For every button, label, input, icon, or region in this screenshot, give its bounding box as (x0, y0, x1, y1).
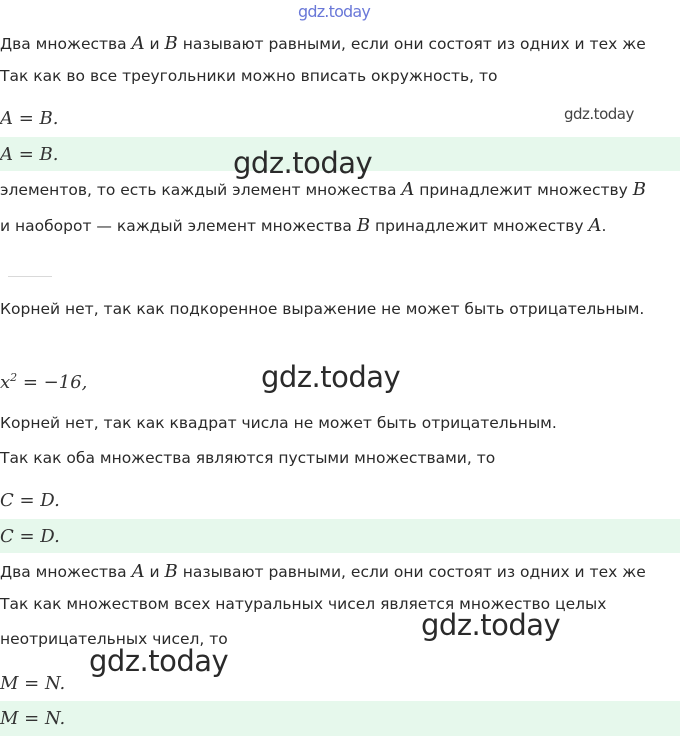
answer-band-cd (0, 519, 680, 553)
paragraph: Так как во все треугольники можно вписать окружность, то (0, 67, 498, 85)
watermark: gdz.today (421, 608, 561, 642)
text: и наоборот — каждый элемент множества (0, 217, 357, 235)
text: . (601, 217, 607, 235)
watermark: gdz.today (564, 105, 634, 123)
text: принадлежит множеству (414, 181, 633, 199)
paragraph: Корней нет, так как подкоренное выражение не может быть отрицательным. (0, 300, 645, 318)
set-b: B (164, 33, 178, 54)
text: Два множества (0, 35, 132, 53)
equation: A = B. (0, 108, 59, 129)
text: Два множества (0, 563, 132, 581)
watermark: gdz.today (261, 360, 401, 394)
definition-line (0, 32, 646, 56)
set-b: B (356, 215, 371, 236)
set-a: A (131, 33, 145, 54)
text: и (144, 563, 165, 581)
paragraph: неотрицательных чисел, то (0, 630, 228, 648)
var-x: x (0, 372, 11, 393)
text: элементов, то есть каждый элемент множества (0, 181, 402, 199)
text: и (144, 35, 165, 53)
text: называют равными, если они состоят из одних и тех же (177, 563, 646, 581)
divider (8, 276, 52, 277)
paragraph: Корней нет, так как квадрат числа не может быть отрицательным. (0, 414, 557, 432)
text: принадлежит множеству (370, 217, 589, 235)
set-a: A (401, 179, 415, 200)
equation-rest: = −16, (17, 372, 88, 393)
answer-equation: C = D. (0, 526, 60, 547)
paragraph (0, 214, 606, 238)
set-b: B (164, 561, 178, 582)
answer-equation: M = N. (0, 708, 66, 729)
answer-equation: A = B. (0, 144, 59, 165)
set-a: A (131, 561, 145, 582)
equation (0, 366, 87, 395)
answer-band-mn (0, 701, 680, 736)
text: называют равными, если они состоят из одних и тех же (177, 35, 646, 53)
paragraph (0, 178, 646, 202)
definition-line (0, 560, 646, 584)
set-a: A (588, 215, 602, 236)
set-b: B (632, 179, 646, 200)
exponent: 2 (10, 371, 18, 384)
equation: C = D. (0, 490, 60, 511)
paragraph: Так как оба множества являются пустыми множествами, то (0, 449, 496, 467)
watermark: gdz.today (89, 644, 229, 678)
paragraph: Так как множеством всех натуральных чисел является множество целых (0, 595, 607, 613)
watermark: gdz.today (233, 146, 373, 180)
watermark-top: gdz.today (298, 2, 371, 21)
equation: M = N. (0, 673, 66, 694)
